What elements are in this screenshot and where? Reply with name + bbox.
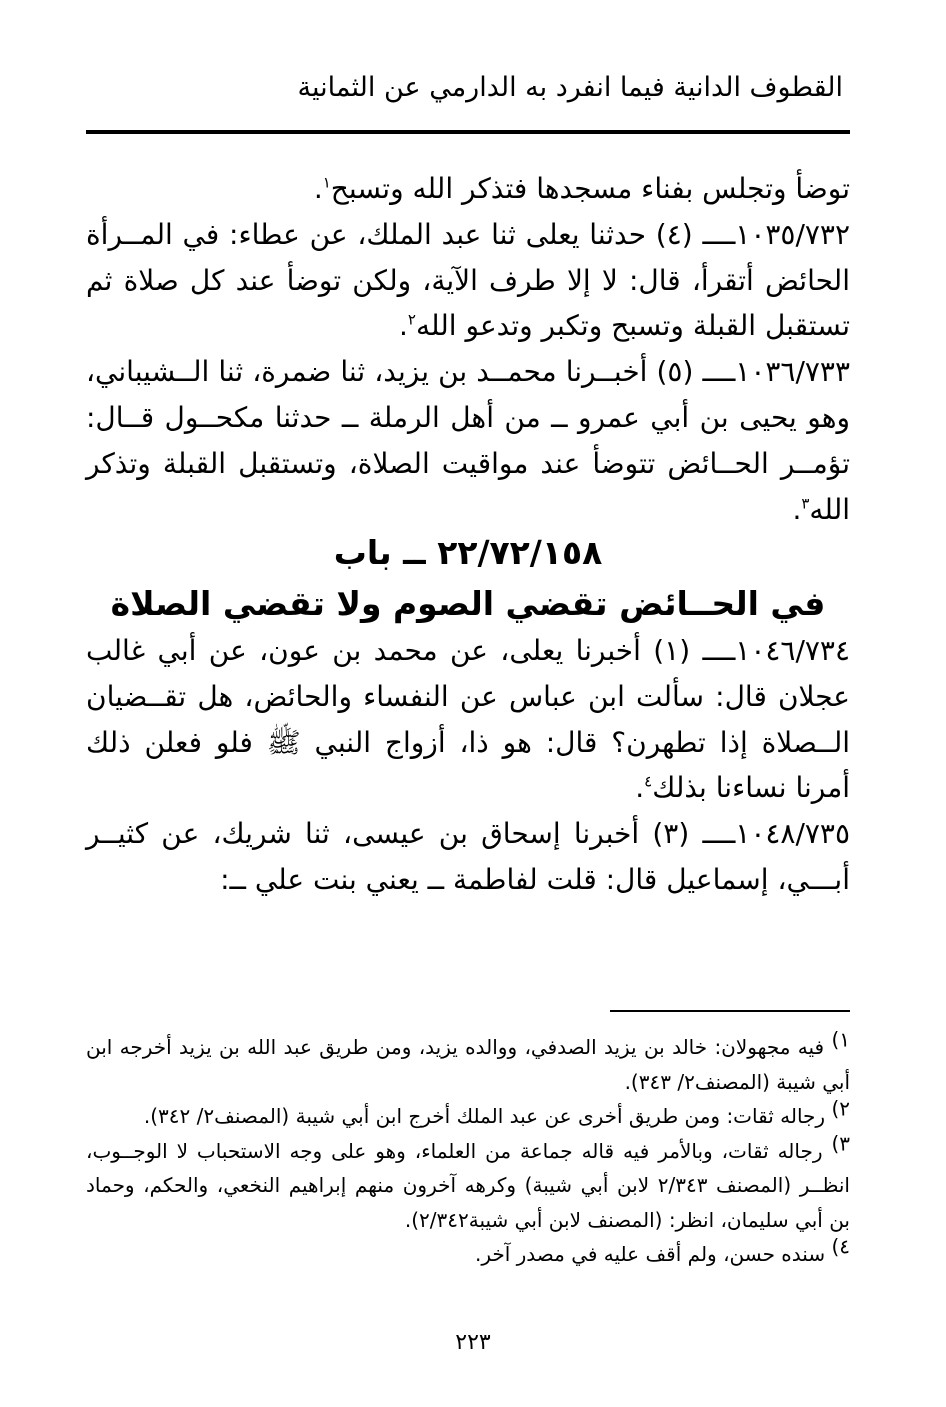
paragraph-text: ١٠٤٨/٧٣٥ــــ (٣) أخبرنا إسحاق بن عيسى، ثنا شريك، عن كثيــر أبـــي، إسماعيل قال: قلت لفاطمة ــ يعني بنت علي ــ: (86, 817, 851, 896)
footnote-2 (86, 1096, 850, 1134)
footnote-3 (86, 1130, 851, 1238)
paragraph-end: . (313, 172, 323, 205)
chapter-title: في الحــائض تقضي الصوم ولا تقضي الصلاة (110, 584, 826, 623)
footnote-ref: ١ (322, 173, 331, 192)
footnote-rule (610, 1010, 850, 1012)
paragraph-end: . (399, 309, 408, 343)
paragraph-end: . (792, 492, 802, 526)
footnote-mark: ٤) (831, 1234, 850, 1259)
footnote-text: فيه مجهولان: خالد بن يزيد الصدفي، ووالده يزيد، ومن طريق عبد الله بن يزيد أخرجه ابن أبي شيبة (المصنف٢/ ٣٤٣). (86, 1035, 850, 1094)
paragraph-text: ١٠٤٦/٧٣٤ــــ (١) أخبرنا يعلى، عن محمد بن عون، عن أبي غالب عجلان قال: سألت ابن عباس عن النفساء والحائض، هل تقــضيان الــصلاة إذا تطهرن؟ قال: هو ذا، أزواج النبي ﷺ فلو فعلن ذلك أمرنا نساءنا بذلك (86, 634, 850, 805)
hadith-1035 (86, 212, 850, 349)
hadith-1036 (86, 349, 850, 532)
paragraph-continuation (86, 166, 850, 212)
footnote-mark: ١) (831, 1027, 850, 1052)
footnote-4 (86, 1234, 850, 1272)
paragraph-text: ١٠٣٦/٧٣٣ــــ (٥) أخبــرنا محمــد بن يزيد، ثنا ضمرة، ثنا الــشيباني، وهو يحيى بن أبي عمرو ــ من أهل الرملة ــ حدثنا مكحــول قــال: تؤمــر الحــائض تتوضأ عند مواقيت الصلاة، وتستقبل القبلة وتذكر الله (86, 355, 850, 526)
footnote-text: سنده حسن، ولم أقف عليه في مصدر آخر. (474, 1242, 826, 1266)
footnotes (86, 1027, 851, 1272)
footnote-text: رجاله ثقات: ومن طريق أخرى عن عبد الملك أخرج ابن أبي شيبة (المصنف٢/ ٣٤٢). (143, 1104, 826, 1128)
body-section-2 (86, 628, 850, 903)
footnote-ref: ٤ (644, 773, 653, 792)
footnote-text: رجاله ثقات، وبالأمر فيه قاله جماعة من العلماء، وهو على وجه الاستحباب لا الوجــوب، انظــر (المصنف ٢/٣٤٣ لابن أبي شيبة) وكرهه آخرون منهم إبراهيم النخعي، والحكم، وحماد بن أبي سليمان، انظر: (المصنف لابن أبي شيبة٢/٣٤٢). (86, 1138, 850, 1232)
footnote-ref: ٣ (801, 494, 810, 513)
footnote-mark: ٣) (831, 1130, 851, 1155)
hadith-1048 (86, 811, 850, 903)
footnote-ref: ٢ (407, 311, 416, 330)
paragraph-text: ١٠٣٥/٧٣٢ــــ (٤) حدثنا يعلى ثنا عبد الملك، عن عطاء: في المــرأة الحائض أتقرأ، قال: لا إلا طرف الآية، ولكن توضأ عند كل صلاة ثم تستقبل القبلة وتسبح وتكبر وتدعو الله (86, 217, 850, 343)
paragraph-text: توضأ وتجلس بفناء مسجدها فتذكر الله وتسبح (330, 172, 850, 205)
footnote-1 (86, 1027, 850, 1099)
paragraph-end: . (635, 771, 645, 805)
header-rule (86, 130, 850, 134)
footnote-mark: ٢) (831, 1096, 850, 1121)
page-number: ٢٢٣ (455, 1330, 491, 1355)
hadith-1046 (86, 628, 850, 811)
body-section-1 (86, 166, 850, 532)
running-header: القطوف الدانية فيما انفرد به الدارمي عن الثمانية (297, 72, 843, 103)
chapter-number: ٢٢/٧٢/١٥٨ ــ باب (333, 533, 603, 572)
